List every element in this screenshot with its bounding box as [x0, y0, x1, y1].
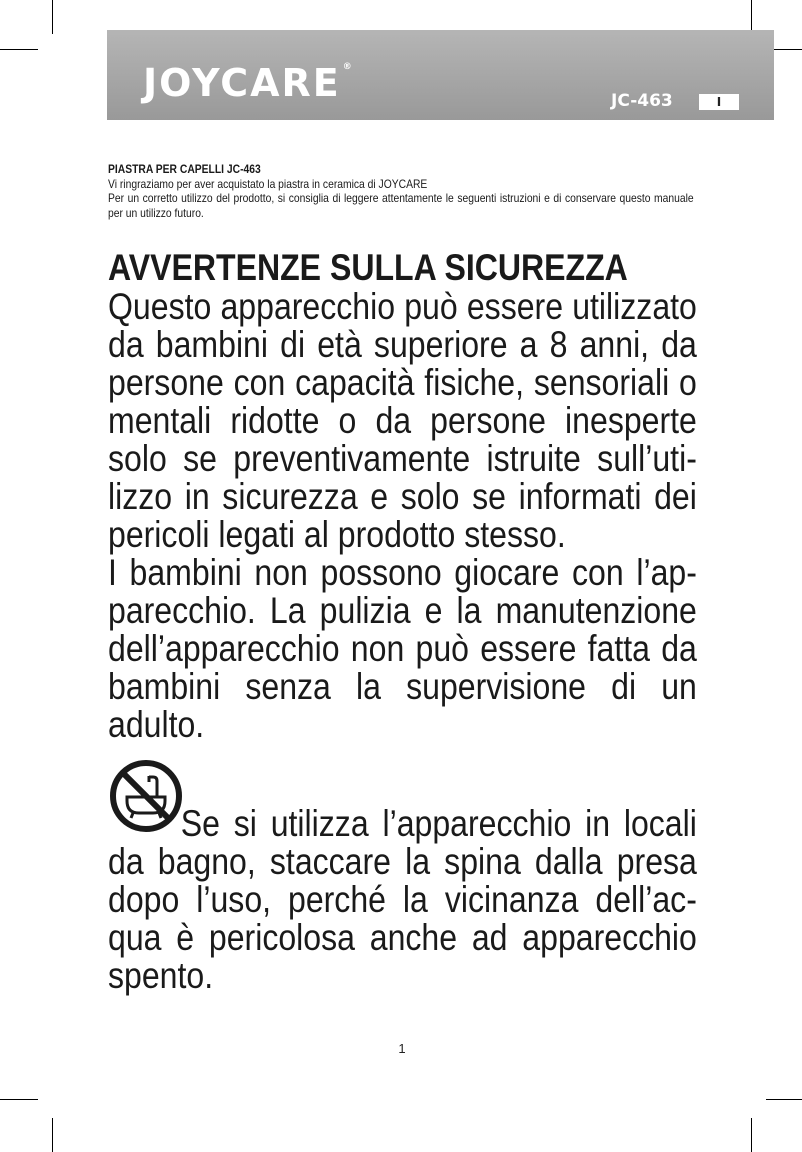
safety-paragraph-children: Questo apparecchio può essere utilizzato da bambini di età superiore a 8 anni, da persone con capacità fisiche, sensoriali o mentali ridotte o da persone inesperte solo se preventivamente istruite sull’uti-lizzo in sicurezza e solo se informati dei pericoli legati al prodotto stesso. [108, 286, 697, 555]
safety-section [108, 248, 697, 744]
safety-paragraph-play: I bambini non possono giocare con l’ap-parecchio. La pulizia e la manutenzione dell’apparecchio non può essere fatta da bambini senza la supervisione di un adulto. [108, 552, 697, 745]
crop-mark [766, 1099, 802, 1100]
language-badge: I [699, 94, 739, 110]
header-band [107, 30, 774, 120]
crop-mark [751, 0, 752, 34]
product-title: PIASTRA PER CAPELLI JC-463 [108, 162, 261, 176]
crop-mark [52, 0, 53, 34]
bathroom-warning: Se si utilizza l’apparecchio in locali da bagno, staccare la spina dalla presa dopo l’uso, perché la vicinanza dell’ac-qua è pericolosa anche ad apparecchio spento. [108, 803, 697, 996]
registered-mark: ® [342, 62, 352, 72]
page-number: 1 [398, 1041, 406, 1056]
intro-instructions: Per un corretto utilizzo del prodotto, si consiglia di leggere attentamente le seguenti istruzioni e di conservare questo manuale per un utilizzo futuro. [108, 191, 694, 220]
crop-mark [751, 1118, 752, 1152]
safety-heading: AVVERTENZE SULLA SICUREZZA [108, 247, 628, 288]
crop-mark [0, 1099, 38, 1100]
intro-thanks: Vi ringraziamo per aver acquistato la piastra in ceramica di JOYCARE [108, 176, 428, 191]
model-code: JC-463 [611, 91, 673, 111]
crop-mark [52, 1118, 53, 1152]
brand-logo [143, 61, 352, 105]
intro-block [108, 162, 694, 220]
brand-name: JOYCARE [143, 61, 341, 105]
crop-mark [0, 49, 38, 50]
